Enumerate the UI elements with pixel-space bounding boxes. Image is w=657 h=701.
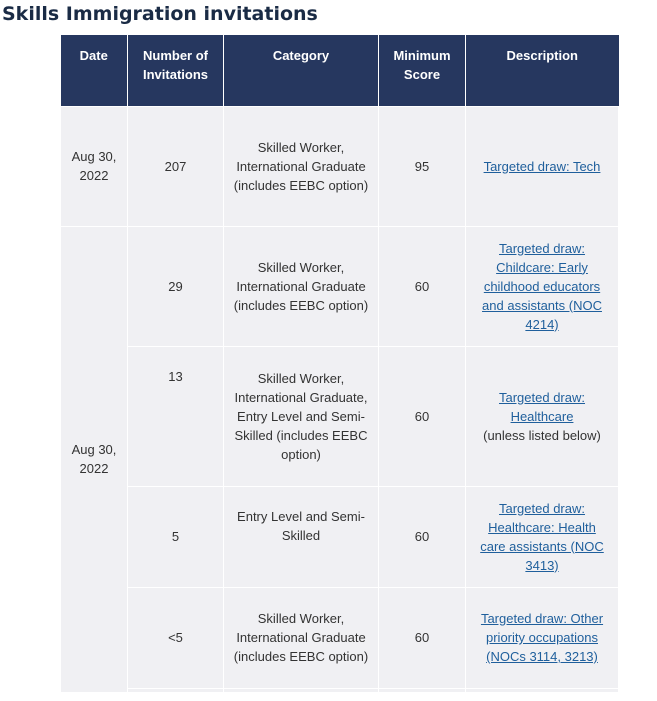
category-cell: Skilled Worker, International Graduate (includes EEBC option) (224, 587, 379, 688)
invitations-cell: 207 (128, 106, 224, 226)
table-row (61, 226, 619, 346)
partial-cell (128, 688, 224, 692)
category-cell: Skilled Worker, International Graduate (includes EEBC option) (224, 106, 379, 226)
score-cell: 60 (379, 486, 466, 587)
description-cell (466, 587, 619, 688)
targeted-draw-other-priority-link[interactable]: Targeted draw: Other priority occupations (NOCs 3114, 3213) (480, 611, 604, 664)
invitations-cell: 13 (128, 346, 224, 486)
header-number-of-invitations: Number of Invitations (128, 35, 224, 106)
category-cell: Skilled Worker, International Graduate, Entry Level and Semi-Skilled (includes EEBC option) (224, 346, 379, 486)
table-row (61, 587, 619, 688)
category-cell: Entry Level and Semi-Skilled (224, 486, 379, 587)
table-row-partial (61, 688, 619, 692)
description-cell (466, 106, 619, 226)
table-row (61, 486, 619, 587)
table-header-row (61, 35, 619, 106)
score-cell: 60 (379, 587, 466, 688)
header-description: Description (466, 35, 619, 106)
invitations-table (60, 35, 619, 693)
targeted-draw-childcare-link[interactable]: Targeted draw: Childcare: Early childhood educators and assistants (NOC 4214) (482, 240, 602, 332)
table-row (61, 346, 619, 486)
score-cell: 95 (379, 106, 466, 226)
date-cell: Aug 30, 2022 (61, 226, 128, 692)
date-cell: Aug 30, 2022 (61, 106, 128, 226)
invitations-cell: 29 (128, 226, 224, 346)
invitations-cell: 5 (128, 486, 224, 587)
header-date: Date (61, 35, 128, 106)
partial-cell (224, 688, 379, 692)
table-row (61, 106, 619, 226)
description-note: (unless listed below) (483, 427, 601, 443)
targeted-draw-tech-link[interactable]: Targeted draw: Tech (483, 158, 601, 174)
score-cell: 60 (379, 226, 466, 346)
description-cell (466, 486, 619, 587)
header-minimum-score: Minimum Score (379, 35, 466, 106)
targeted-draw-health-care-assistants-link[interactable]: Targeted draw: Healthcare: Health care assistants (NOC 3413) (480, 500, 604, 573)
score-cell: 60 (379, 346, 466, 486)
category-cell: Skilled Worker, International Graduate (includes EEBC option) (224, 226, 379, 346)
invitations-cell: <5 (128, 587, 224, 688)
partial-cell (466, 688, 619, 692)
targeted-draw-healthcare-link[interactable]: Targeted draw: Healthcare (499, 389, 585, 424)
description-cell (466, 346, 619, 486)
partial-cell (379, 688, 466, 692)
header-category: Category (224, 35, 379, 106)
page-title: Skills Immigration invitations (2, 3, 318, 25)
description-cell (466, 226, 619, 346)
